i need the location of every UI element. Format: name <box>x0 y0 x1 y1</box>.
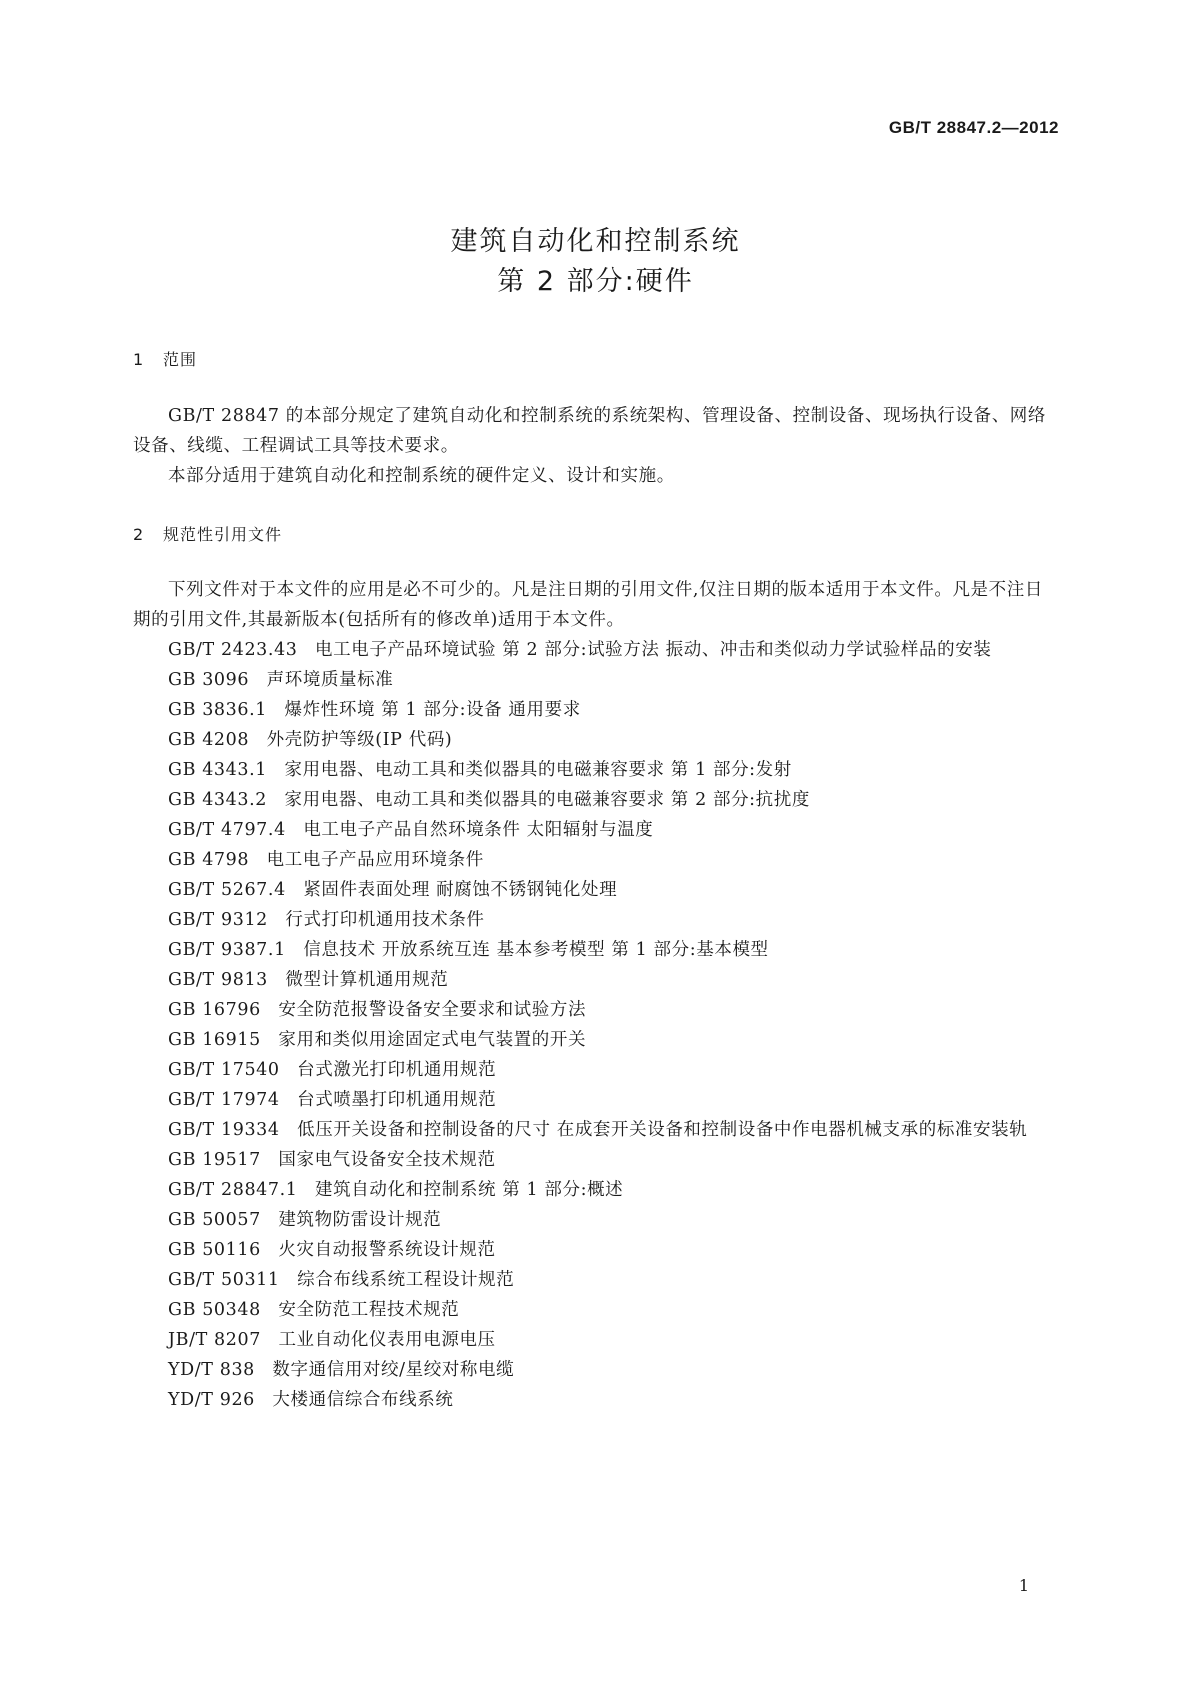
reference-title: 爆炸性环境 第 1 部分:设备 通用要求 <box>284 700 581 720</box>
reference-item <box>133 1175 1059 1205</box>
title-line-1: 建筑自动化和控制系统 <box>450 226 741 257</box>
section-1-body <box>133 401 1059 491</box>
reference-list <box>133 635 1059 1415</box>
reference-title: 家用电器、电动工具和类似器具的电磁兼容要求 第 2 部分:抗扰度 <box>284 790 810 810</box>
reference-code: YD/T 926 <box>168 1390 255 1410</box>
reference-title: 低压开关设备和控制设备的尺寸 在成套开关设备和控制设备中作电器机械支承的标准安装轨 <box>297 1120 1028 1140</box>
reference-code: YD/T 838 <box>168 1360 255 1380</box>
reference-item <box>133 1025 1059 1055</box>
reference-code: GB/T 4797.4 <box>168 820 286 840</box>
reference-code: GB/T 9813 <box>168 970 268 990</box>
reference-item <box>133 875 1059 905</box>
reference-title: 电工电子产品自然环境条件 太阳辐射与温度 <box>303 820 654 840</box>
reference-title: 数字通信用对绞/星绞对称电缆 <box>272 1360 515 1380</box>
reference-code: GB/T 2423.43 <box>168 640 298 660</box>
section-2-intro: 下列文件对于本文件的应用是必不可少的。凡是注日期的引用文件,仅注日期的版本适用于本文件。凡是不注日期的引用文件,其最新版本(包括所有的修改单)适用于本文件。 <box>133 580 1043 630</box>
reference-title: 微型计算机通用规范 <box>285 970 449 990</box>
reference-title: 行式打印机通用技术条件 <box>285 910 485 930</box>
reference-item <box>133 1295 1059 1325</box>
reference-code: JB/T 8207 <box>168 1330 261 1350</box>
section-1-paragraph: 本部分适用于建筑自动化和控制系统的硬件定义、设计和实施。 <box>168 466 675 486</box>
reference-title: 安全防范报警设备安全要求和试验方法 <box>278 1000 587 1020</box>
reference-item <box>133 695 1059 725</box>
reference-title: 电工电子产品环境试验 第 2 部分:试验方法 振动、冲击和类似动力学试验样品的安装 <box>315 640 992 660</box>
section-1-paragraph: GB/T 28847 的本部分规定了建筑自动化和控制系统的系统架构、管理设备、控制设备、现场执行设备、网络设备、线缆、工程调试工具等技术要求。 <box>133 406 1046 456</box>
reference-item <box>133 1055 1059 1085</box>
reference-code: GB/T 28847.1 <box>168 1180 298 1200</box>
section-2-number: 2 <box>133 525 145 544</box>
reference-code: GB 3096 <box>168 670 250 690</box>
reference-item <box>133 1325 1059 1355</box>
reference-code: GB/T 9312 <box>168 910 268 930</box>
reference-code: GB/T 19334 <box>168 1120 280 1140</box>
reference-code: GB 4208 <box>168 730 250 750</box>
reference-code: GB 19517 <box>168 1150 261 1170</box>
reference-item <box>133 1085 1059 1115</box>
reference-title: 台式喷墨打印机通用规范 <box>297 1090 497 1110</box>
reference-code: GB/T 50311 <box>168 1270 280 1290</box>
reference-item <box>133 935 1059 965</box>
reference-title: 家用和类似用途固定式电气装置的开关 <box>278 1030 587 1050</box>
reference-item <box>133 1355 1059 1385</box>
section-2-heading <box>133 522 282 545</box>
standard-number: GB/T 28847.2—2012 <box>888 118 1059 137</box>
reference-item <box>133 635 1059 665</box>
title-line-2: 第 2 部分:硬件 <box>497 266 694 297</box>
reference-title: 信息技术 开放系统互连 基本参考模型 第 1 部分:基本模型 <box>303 940 769 960</box>
reference-code: GB 16796 <box>168 1000 261 1020</box>
reference-code: GB 50057 <box>168 1210 261 1230</box>
reference-code: GB 4798 <box>168 850 250 870</box>
reference-item <box>133 995 1059 1025</box>
reference-code: GB 16915 <box>168 1030 261 1050</box>
reference-title: 电工电子产品应用环境条件 <box>266 850 484 870</box>
section-1-heading <box>133 347 197 370</box>
reference-item <box>133 665 1059 695</box>
reference-title: 紧固件表面处理 耐腐蚀不锈钢钝化处理 <box>303 880 618 900</box>
section-2-title: 规范性引用文件 <box>163 525 283 544</box>
reference-title: 声环境质量标准 <box>266 670 394 690</box>
reference-title: 建筑物防雷设计规范 <box>278 1210 442 1230</box>
reference-code: GB 50116 <box>168 1240 261 1260</box>
reference-code: GB/T 9387.1 <box>168 940 286 960</box>
reference-item <box>133 815 1059 845</box>
reference-item <box>133 845 1059 875</box>
reference-item <box>133 1385 1059 1415</box>
reference-item <box>133 1115 1059 1145</box>
reference-title: 外壳防护等级(IP 代码) <box>266 730 453 750</box>
reference-title: 安全防范工程技术规范 <box>278 1300 460 1320</box>
section-1-number: 1 <box>133 350 145 369</box>
reference-title: 台式激光打印机通用规范 <box>297 1060 497 1080</box>
reference-item <box>133 1265 1059 1295</box>
reference-code: GB/T 17540 <box>168 1060 280 1080</box>
reference-code: GB 4343.2 <box>168 790 268 810</box>
reference-code: GB 3836.1 <box>168 700 268 720</box>
reference-title: 大楼通信综合布线系统 <box>272 1390 454 1410</box>
reference-title: 工业自动化仪表用电源电压 <box>278 1330 496 1350</box>
reference-item <box>133 755 1059 785</box>
reference-item <box>133 1205 1059 1235</box>
reference-title: 建筑自动化和控制系统 第 1 部分:概述 <box>315 1180 624 1200</box>
reference-item <box>133 785 1059 815</box>
section-1-title: 范围 <box>163 350 198 369</box>
reference-title: 国家电气设备安全技术规范 <box>278 1150 496 1170</box>
reference-item <box>133 1235 1059 1265</box>
reference-item <box>133 965 1059 995</box>
reference-title: 综合布线系统工程设计规范 <box>297 1270 515 1290</box>
reference-code: GB 4343.1 <box>168 760 268 780</box>
reference-code: GB/T 17974 <box>168 1090 280 1110</box>
reference-title: 火灾自动报警系统设计规范 <box>278 1240 496 1260</box>
reference-title: 家用电器、电动工具和类似器具的电磁兼容要求 第 1 部分:发射 <box>284 760 792 780</box>
reference-code: GB 50348 <box>168 1300 261 1320</box>
page-number: 1 <box>1018 1576 1029 1595</box>
reference-item <box>133 905 1059 935</box>
section-2-body <box>133 575 1059 1415</box>
document-title <box>0 222 1191 302</box>
reference-item <box>133 1145 1059 1175</box>
reference-item <box>133 725 1059 755</box>
reference-code: GB/T 5267.4 <box>168 880 286 900</box>
